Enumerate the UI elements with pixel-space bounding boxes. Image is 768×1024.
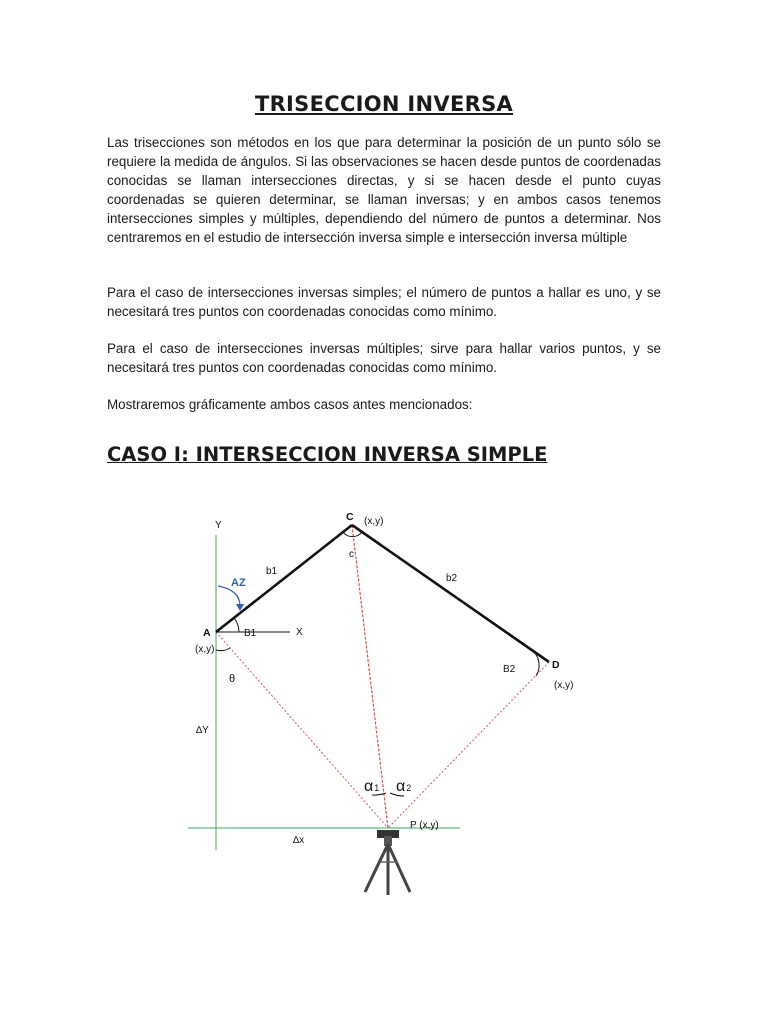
angle-b1-arc: [234, 618, 239, 632]
label-alpha2: α2: [396, 778, 412, 795]
label-theta: θ: [229, 673, 236, 685]
label-x-axis: X: [296, 627, 303, 638]
label-y-axis: Y: [215, 520, 222, 531]
side-b2: [352, 525, 549, 662]
label-point-a: A: [203, 627, 211, 639]
sight-line-dp: [388, 662, 549, 828]
section-heading: CASO I: INTERSECCION INVERSA SIMPLE: [107, 443, 548, 466]
label-angle-c: c: [349, 549, 354, 560]
graphics-intro-paragraph: Mostraremos gráficamente ambos casos antes mencionados:: [107, 397, 473, 412]
label-side-b1: b1: [266, 566, 278, 577]
label-c-coords: (x,y): [364, 516, 384, 527]
label-angle-b2: B2: [503, 664, 516, 675]
label-alpha1: α1: [364, 778, 380, 795]
page-title: TRISECCION INVERSA: [254, 92, 514, 116]
angle-c-arc: [343, 532, 362, 537]
label-azimuth: AZ: [231, 577, 246, 589]
tripod-icon: [365, 830, 410, 895]
label-delta-x: ∆x: [293, 835, 305, 846]
multiple-intersection-paragraph: Para el caso de intersecciones inversas múltiples; sirve para hallar varios puntos, y se necesitará tres puntos con coordenadas conocidas como mínimo.: [107, 341, 661, 375]
label-angle-b1: B1: [244, 628, 257, 639]
label-point-c: C: [346, 511, 354, 523]
label-side-b2: b2: [446, 573, 458, 584]
label-a-coords: (x,y): [195, 644, 215, 655]
label-d-coords: (x,y): [554, 680, 574, 691]
azimuth-arc: [218, 586, 240, 606]
simple-intersection-paragraph: Para el caso de intersecciones inversas simples; el número de puntos a hallar es uno, y se necesitará tres puntos con coordenadas conocidas como mínimo.: [107, 285, 661, 319]
sight-line-ap: [216, 632, 388, 828]
label-point-d: D: [552, 659, 560, 671]
intro-paragraph: Las trisecciones son métodos en los que para determinar la posición de un punto sólo se requiere la medida de ángulos. Si las observaciones se hacen desde puntos de coordenadas conocidas se llaman intersecciones directas, y si se hacen desde el punto cuyas coordenadas se quieren determinar, se llaman inversas; y en ambos casos tenemos intersecciones simples y múltiples, dependiendo del número de puntos a determinar. Nos centraremos en el estudio de intersección inversa simple e intersección inversa múltiple: [107, 135, 661, 245]
label-point-p: P (x,y): [410, 820, 439, 831]
theta-arc: [216, 648, 230, 651]
label-delta-y: ∆Y: [196, 725, 209, 736]
